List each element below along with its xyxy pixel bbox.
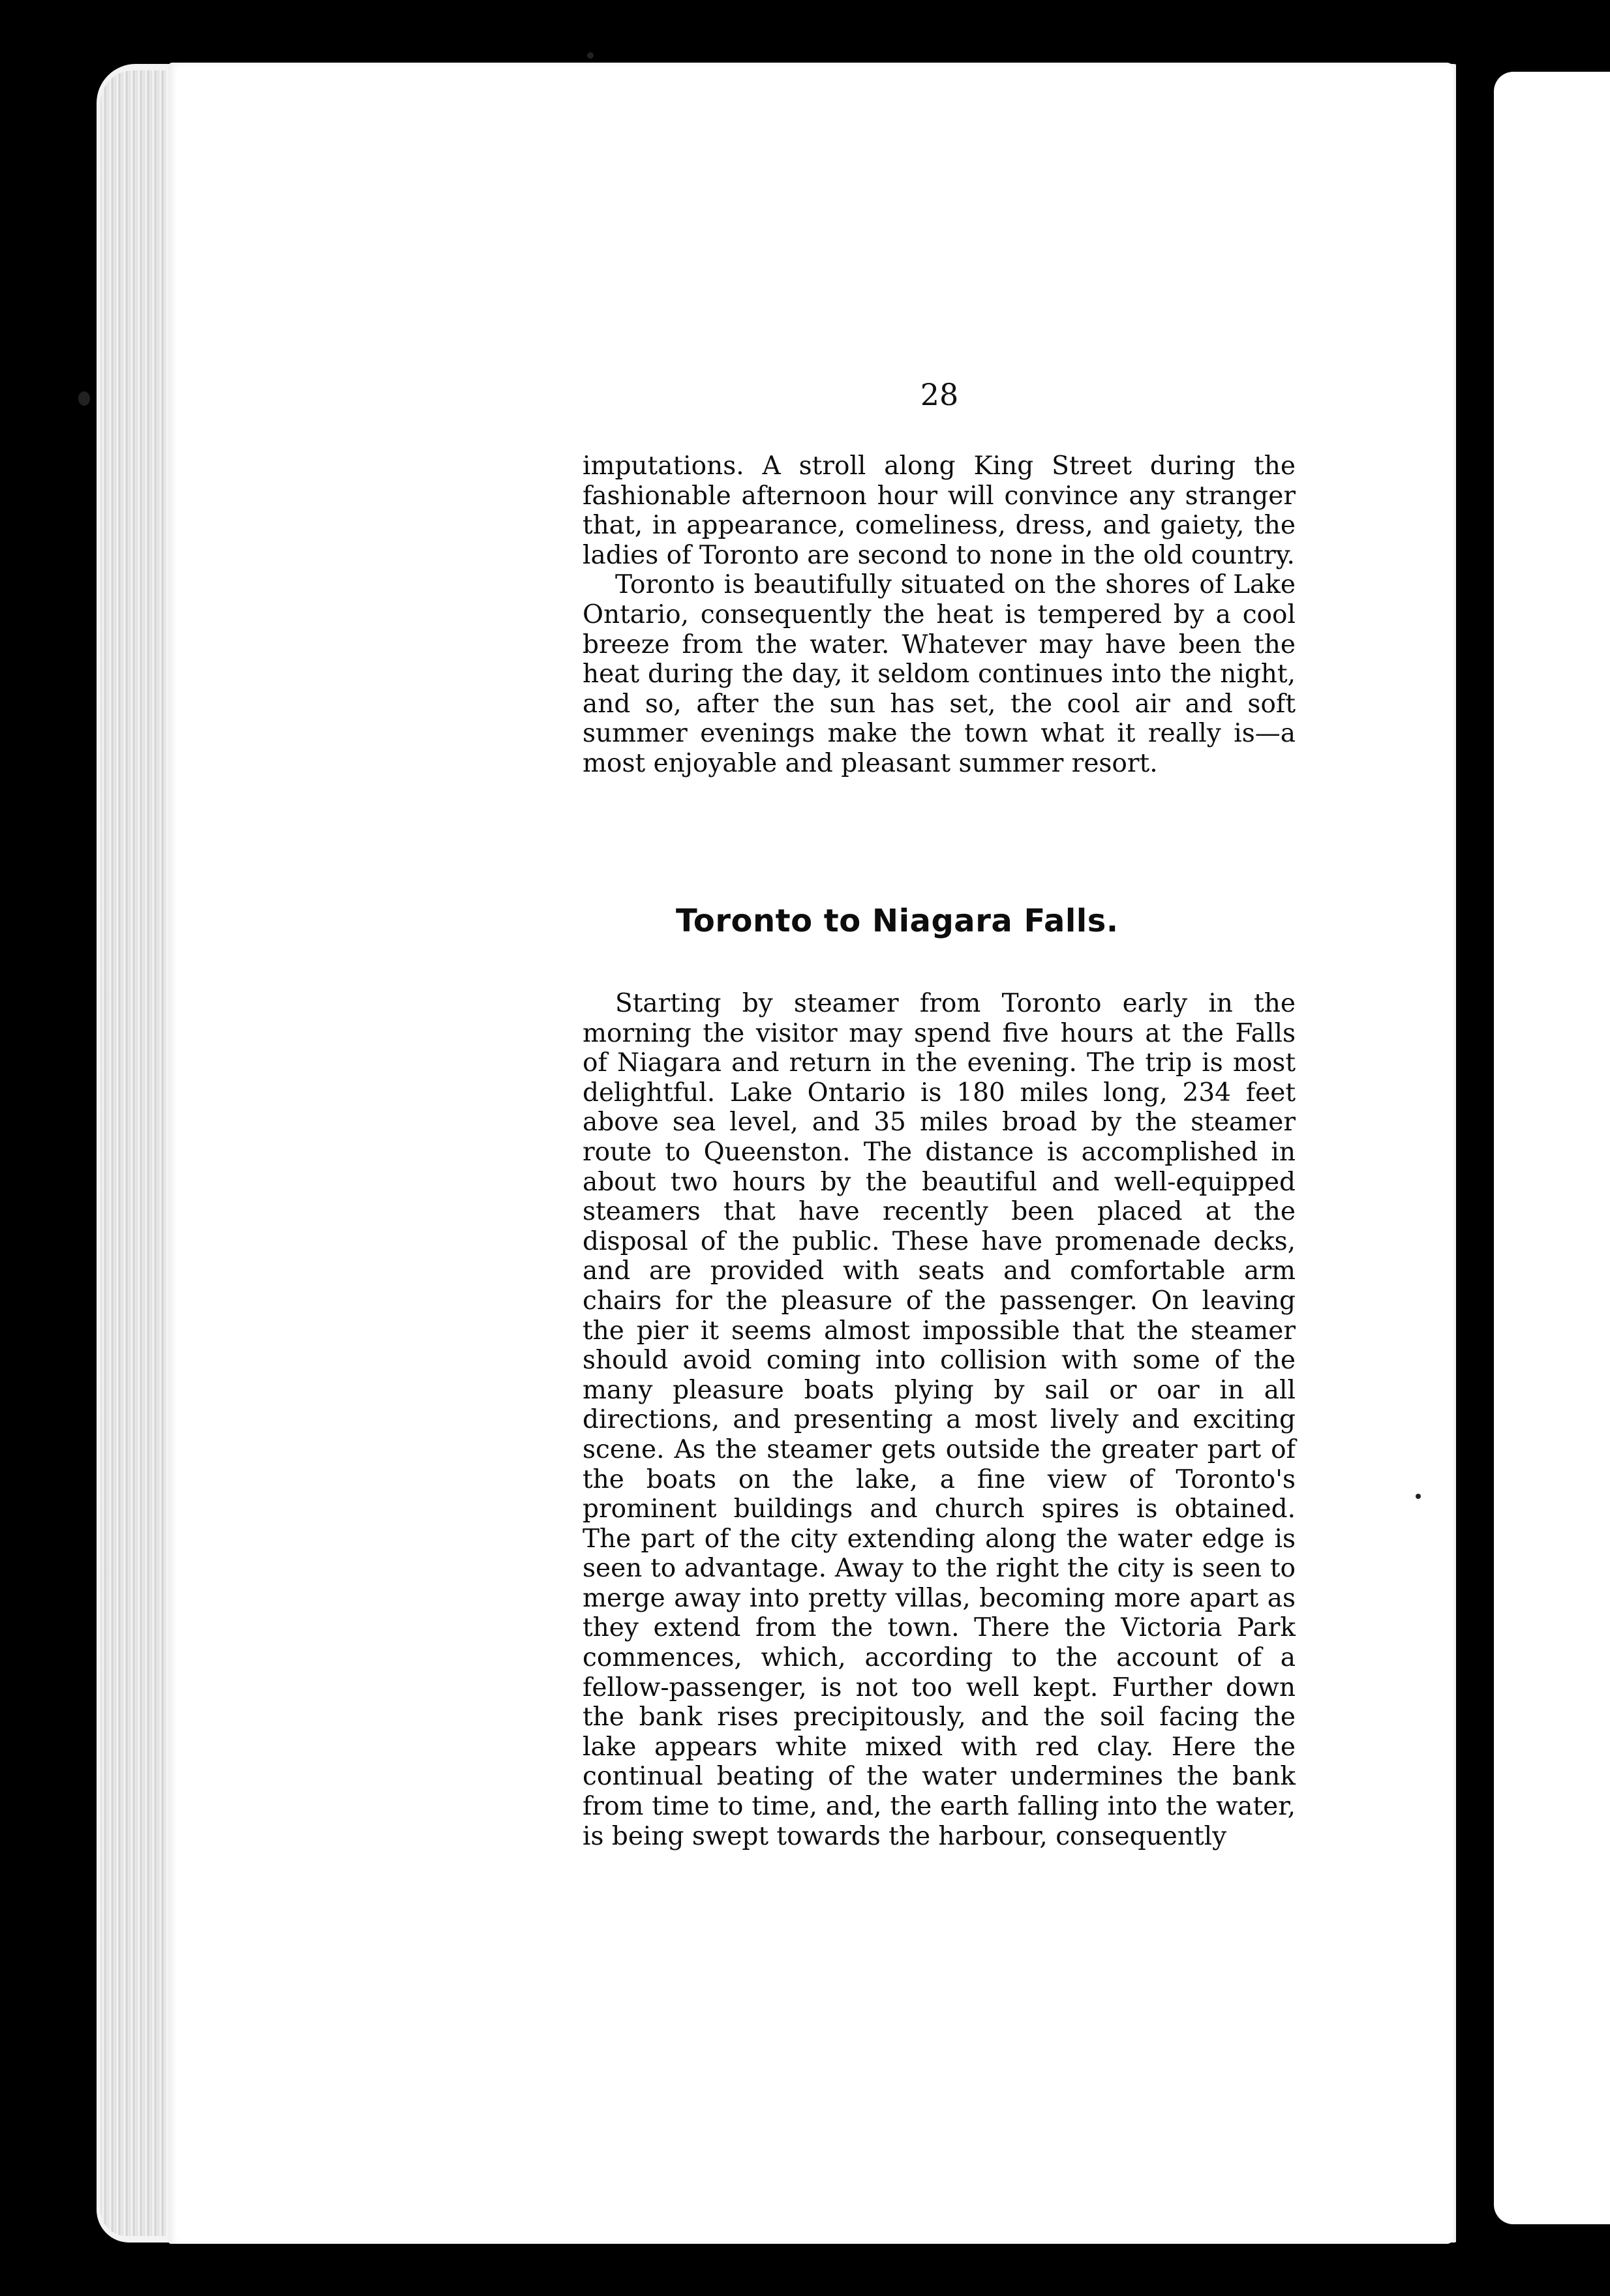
section-heading: Toronto to Niagara Falls. bbox=[676, 903, 1119, 939]
body-text-section bbox=[583, 989, 1296, 1851]
dust-speck bbox=[587, 52, 594, 59]
continuation-paragraph: imputations. A stroll along King Street during the fashionable afternoon hour will convince any stranger that, in appearance, comeliness, dress, and gaiety, the ladies of Toronto are second to none in the old country. bbox=[583, 451, 1296, 570]
body-text-top bbox=[583, 451, 1296, 779]
dust-speck bbox=[78, 391, 90, 406]
page-number: 28 bbox=[920, 377, 959, 412]
dust-speck bbox=[1416, 1494, 1421, 1499]
climate-paragraph: Toronto is beautifully situated on the shores of Lake Ontario, consequently the heat is tempered by a cool breeze from the water. Whatever may have been the heat during the day, it seldom continues into the night, and so, after the sun has set, the cool air and soft summer evenings make the town what it really is—a most enjoyable and pleasant summer resort. bbox=[583, 570, 1296, 778]
facing-page-edge bbox=[1494, 72, 1610, 2224]
niagara-paragraph: Starting by steamer from Toronto early in the morning the visitor may spend five hours at the Falls of Niagara and return in the evening. The trip is most delightful. Lake Ontario is 180 miles long, 234 feet above sea level, and 35 miles broad by the steamer route to Queenston. The distance is accomplished in about two hours by the beautiful and well-equipped steamers that have recently been placed at the disposal of the public. These have promenade decks, and are provided with seats and comfortable arm chairs for the pleasure of the passenger. On leaving the pier it seems almost impossible that the steamer should avoid coming into collision with some of the many pleasure boats plying by sail or oar in all directions, and presenting a most lively and exciting scene. As the steamer gets outside the greater part of the boats on the lake, a fine view of Toronto's prominent buildings and church spires is obtained. The part of the city extending along the water edge is seen to advantage. Away to the right the city is seen to merge away into pretty villas, becoming more apart as they extend from the town. There the Victoria Park commences, which, according to the account of a fellow-passenger, is not too well kept. Further down the bank rises precipitously, and the soil facing the lake appears white mixed with red clay. Here the continual beating of the water undermines the bank from time to time, and, the earth falling into the water, is being swept towards the harbour, consequently bbox=[583, 989, 1296, 1851]
